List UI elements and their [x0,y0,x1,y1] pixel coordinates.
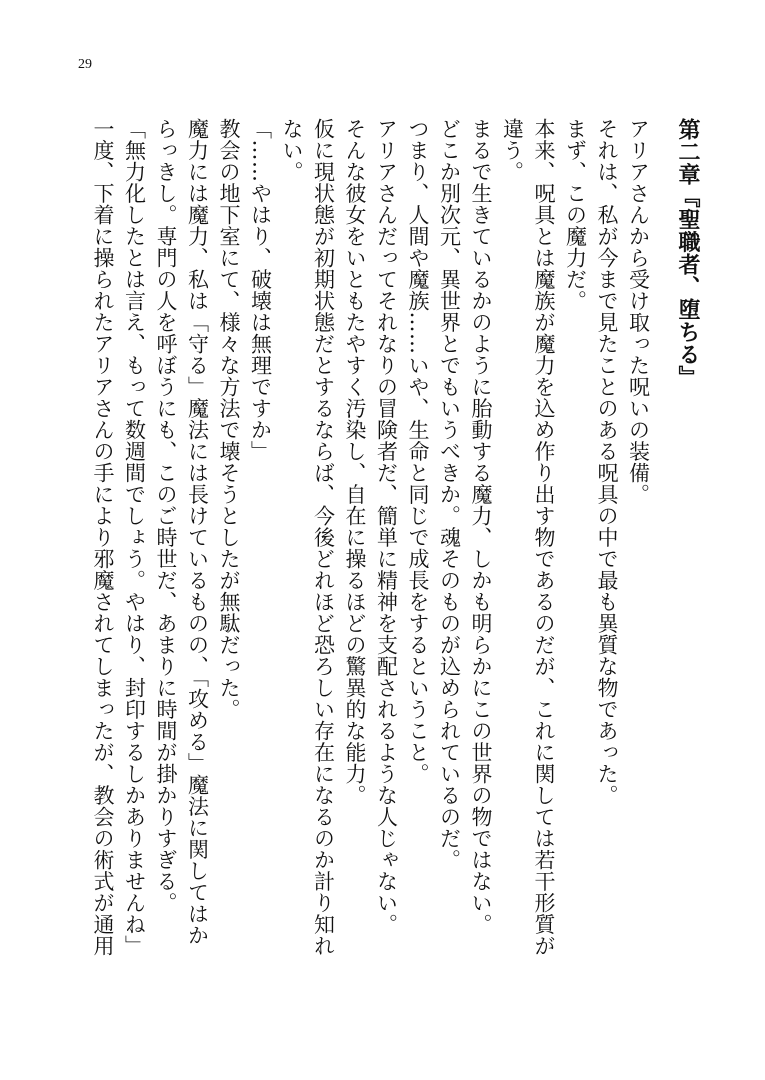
text-line: まず、この魔力だ。 [563,118,588,312]
text-line: 「無力化したとは言え、もって数週間でしょう。やはり、封印するしかありませんね」 [122,118,147,957]
text-line: 違う。 [500,118,525,183]
text-line: それは、私が今まで見たことのある呪具の中で最も異質な物であった。 [595,118,619,806]
text-line: 一度、下着に操られたアリアさんの手により邪魔されてしまったが、教会の術式が通用 [91,118,115,957]
vertical-text-body [83,118,703,998]
text-line: 魔力には魔力、私は「守る」魔法には長けているものの、「攻める」魔法に関してはか [185,118,210,946]
text-line: アリアさんから受け取った呪いの装備。 [626,118,651,505]
text-line: ない。 [280,118,304,183]
chapter-heading: 第二章『聖職者、堕ちる』 [675,118,701,388]
text-line: 教会の地下室にて、様々な方法で壊そうとしたが無駄だった。 [217,118,241,720]
text-line: 本来、呪具とは魔族が魔力を込め作り出す物であるのだが、これに関しては若干形質が [532,118,556,957]
text-line: 「……やはり、破壊は無理ですか」 [248,118,273,462]
text-line: 仮に現状態が初期状態だとするならば、今後どれほど恐ろしい存在になるのか計り知れ [311,118,336,957]
text-line: そんな彼女をいともたやすく汚染し、自在に操るほどの驚異的な能力。 [343,118,367,806]
text-line: アリアさんだってそれなりの冒険者だ、簡単に精神を支配されるような人じゃない。 [374,118,399,935]
page-number: 29 [78,57,92,72]
text-line: まるで生きているかのように胎動する魔力、しかも明らかにこの世界の物ではない。 [469,118,493,935]
text-line: どこか別次元、異世界とでもいうべきか。魂そのものが込められているのだ。 [437,118,462,871]
text-line: らっきし。専門の人を呼ぼうにも、このご時世だ、あまりに時間が掛かりすぎる。 [154,118,178,914]
text-line: つまり、人間や魔族……いや、生命と同じで成長をするということ。 [406,118,430,785]
